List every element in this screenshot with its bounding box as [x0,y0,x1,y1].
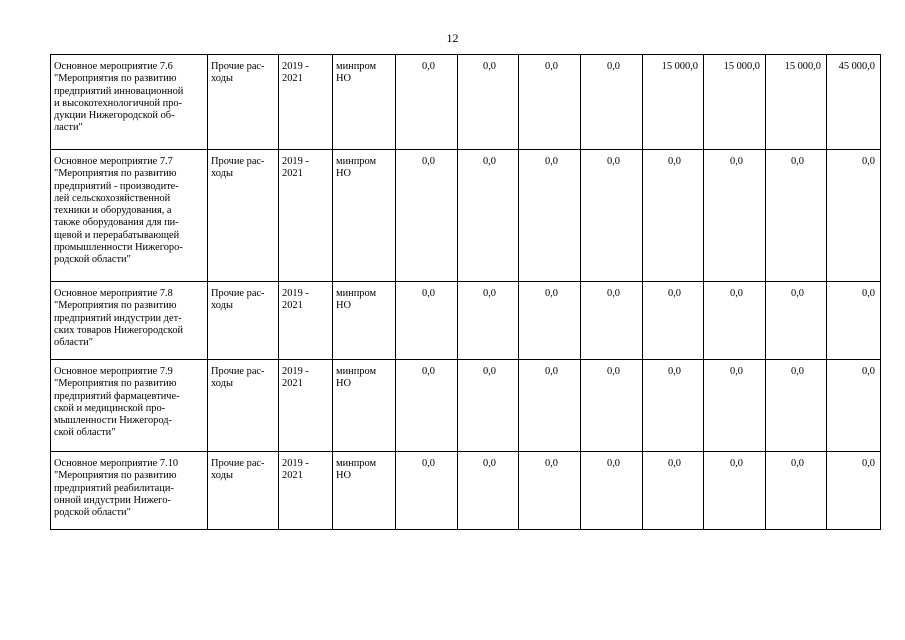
table-row [51,452,881,530]
value-cell: 15 000,0 [704,55,766,150]
total-cell: 0,0 [827,150,881,282]
executor: минпром НО [333,282,396,360]
table-row [51,55,881,150]
total-cell: 45 000,0 [827,55,881,150]
activity-name: Основное мероприятие 7.9 "Мероприятия по развитию предприятий фармацевтиче- ской и медицинской про- мышленности Нижегород- ской области" [51,360,208,452]
value-cell: 0,0 [766,360,827,452]
table-row [51,360,881,452]
value-cell: 15 000,0 [766,55,827,150]
expense-type: Прочие рас- ходы [208,360,279,452]
value-cell: 0,0 [458,282,519,360]
value-cell: 0,0 [643,452,704,530]
value-cell: 0,0 [396,55,458,150]
period: 2019 - 2021 [279,150,333,282]
value-cell: 0,0 [704,282,766,360]
value-cell: 0,0 [766,452,827,530]
total-cell: 0,0 [827,282,881,360]
activity-name: Основное мероприятие 7.7 "Мероприятия по развитию предприятий - производите- лей сельскохозяйственной техники и оборудования, а также оборудования для пи- щевой и перерабатывающей промышленности Нижегоро- родской области" [51,150,208,282]
activity-name: Основное мероприятие 7.6 "Мероприятия по развитию предприятий инновационной и высокотехнологичной про- дукции Нижегородской об- ласти" [51,55,208,150]
executor: минпром НО [333,55,396,150]
value-cell: 15 000,0 [643,55,704,150]
value-cell: 0,0 [519,452,581,530]
period: 2019 - 2021 [279,55,333,150]
executor: минпром НО [333,452,396,530]
period: 2019 - 2021 [279,360,333,452]
value-cell: 0,0 [458,150,519,282]
value-cell: 0,0 [396,452,458,530]
value-cell: 0,0 [581,282,643,360]
value-cell: 0,0 [519,55,581,150]
budget-table [50,54,881,530]
value-cell: 0,0 [519,150,581,282]
value-cell: 0,0 [458,360,519,452]
table-row [51,150,881,282]
value-cell: 0,0 [396,282,458,360]
value-cell: 0,0 [519,360,581,452]
expense-type: Прочие рас- ходы [208,55,279,150]
value-cell: 0,0 [704,150,766,282]
value-cell: 0,0 [766,282,827,360]
executor: минпром НО [333,360,396,452]
value-cell: 0,0 [581,150,643,282]
activity-name: Основное мероприятие 7.8 "Мероприятия по развитию предприятий индустрии дет- ских товаров Нижегородской области" [51,282,208,360]
value-cell: 0,0 [396,360,458,452]
executor: минпром НО [333,150,396,282]
total-cell: 0,0 [827,452,881,530]
expense-type: Прочие рас- ходы [208,282,279,360]
period: 2019 - 2021 [279,282,333,360]
period: 2019 - 2021 [279,452,333,530]
value-cell: 0,0 [581,360,643,452]
value-cell: 0,0 [458,55,519,150]
value-cell: 0,0 [519,282,581,360]
expense-type: Прочие рас- ходы [208,452,279,530]
value-cell: 0,0 [643,282,704,360]
value-cell: 0,0 [704,452,766,530]
value-cell: 0,0 [766,150,827,282]
value-cell: 0,0 [581,55,643,150]
expense-type: Прочие рас- ходы [208,150,279,282]
value-cell: 0,0 [458,452,519,530]
value-cell: 0,0 [581,452,643,530]
value-cell: 0,0 [643,360,704,452]
total-cell: 0,0 [827,360,881,452]
activity-name: Основное мероприятие 7.10 "Мероприятия по развитию предприятий реабилитаци- онной индустрии Нижего- родской области" [51,452,208,530]
value-cell: 0,0 [643,150,704,282]
table-row [51,282,881,360]
value-cell: 0,0 [396,150,458,282]
page-number: 12 [446,31,459,45]
value-cell: 0,0 [704,360,766,452]
